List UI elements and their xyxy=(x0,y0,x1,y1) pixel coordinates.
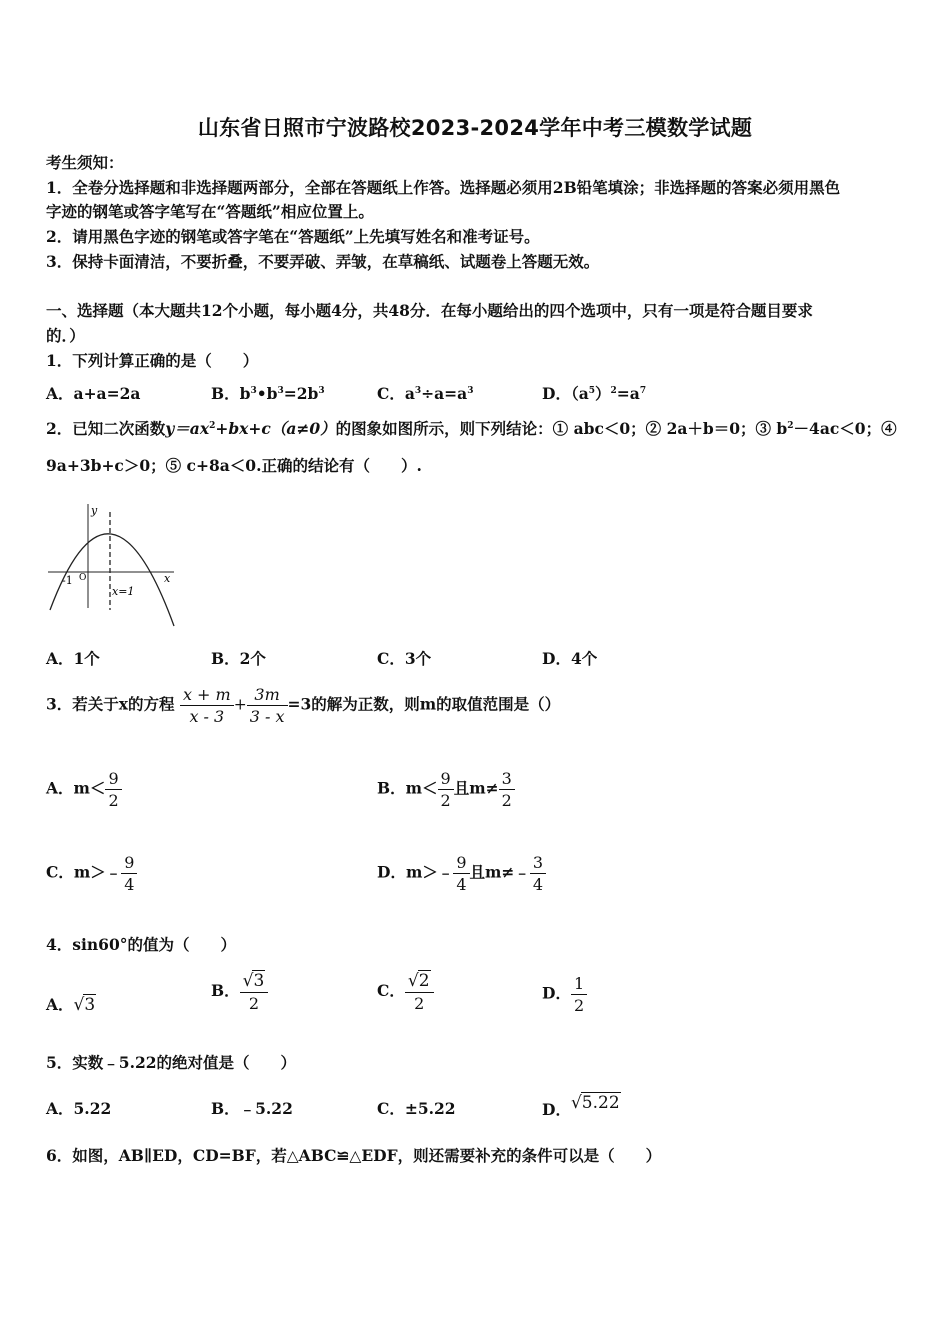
q4-option-b: B． $\frac{√3}{2}$ xyxy=(211,970,268,1014)
q2-option-a: A．1个 xyxy=(46,649,100,668)
q3-fraction-2: $\frac{3m}{3 - x}$ xyxy=(247,684,288,727)
q1-option-b: B．$b^3•b^3=2b^3$ xyxy=(211,384,325,403)
q3-option-a: A．m＜ $\frac{9}{2}$ xyxy=(46,768,122,811)
q5-option-c: C．±5.22 xyxy=(377,1099,456,1118)
parabola-graph xyxy=(44,498,180,628)
q1-option-d: D．$(a^5)^2=a^7$ xyxy=(542,384,647,403)
q6-stem: 6．如图，AB∥ED，CD=BF，若△ABC≌△EDF，则还需要补充的条件可以是（ ） xyxy=(46,1146,662,1165)
q5-option-d: D．√5.22 xyxy=(542,1093,620,1119)
q3-option-b: B．m＜ $\frac{9}{2}$ 且m≠ $\frac{3}{2}$ xyxy=(377,768,515,811)
q1-option-a: A．a+a=2a xyxy=(46,384,141,403)
symmetry-label: x=1 xyxy=(112,585,135,598)
q3-option-d: D．m＞﹣ $\frac{9}{4}$ 且m≠﹣ $\frac{3}{4}$ xyxy=(377,852,546,895)
q1-option-c: C．$a^3\div a=a^3$ xyxy=(377,384,474,403)
neg-one-label: -1 xyxy=(62,574,73,587)
notice-heading: 考生须知： xyxy=(46,153,124,172)
q2-stem-cont: 9a+3b+c＞0；⑤ c+8a＜0.正确的结论有（ ）. xyxy=(46,456,422,475)
q3-option-c: C．m＞﹣ $\frac{9}{4}$ xyxy=(46,852,137,895)
section-heading: 一、选择题（本大题共12个小题，每小题4分，共48分．在每小题给出的四个选项中，只有一项是符合题目要求 xyxy=(46,301,813,320)
q4-option-d: D． $\frac{1}{2}$ xyxy=(542,973,587,1016)
section-heading-cont: 的．） xyxy=(46,326,85,345)
q4-stem: 4．sin60°的值为（ ） xyxy=(46,935,236,954)
q2-option-d: D．4个 xyxy=(542,649,598,668)
page-title: 山东省日照市宁波路校2023-2024学年中考三模数学试题 xyxy=(197,116,753,140)
q4-option-c: C． $\frac{√2}{2}$ xyxy=(377,970,434,1014)
q2-option-c: C．3个 xyxy=(377,649,432,668)
q4-option-a: A．√3 xyxy=(46,995,96,1015)
q5-option-b: B．﹣5.22 xyxy=(211,1099,293,1118)
q2-option-b: B．2个 xyxy=(211,649,266,668)
x-axis-label: x xyxy=(164,572,171,585)
origin-label: O xyxy=(79,573,87,583)
q3-fraction-1: $\frac{x + m}{x - 3}$ xyxy=(180,684,234,727)
q1-stem: 1．下列计算正确的是（ ） xyxy=(46,351,259,370)
q5-option-a: A．5.22 xyxy=(46,1099,112,1118)
notice-item-1: 1．全卷分选择题和非选择题两部分，全部在答题纸上作答。选择题必须用2B铅笔填涂；非选择题的答案必须用黑色 xyxy=(46,178,841,197)
notice-item-2: 2．请用黑色字迹的钢笔或答字笔在“答题纸”上先填写姓名和准考证号。 xyxy=(46,227,540,246)
notice-item-1-cont: 字迹的钢笔或答字笔写在“答题纸”相应位置上。 xyxy=(46,202,374,221)
y-axis-label: y xyxy=(91,504,98,517)
notice-item-3: 3．保持卡面清洁，不要折叠，不要弄破、弄皱，在草稿纸、试题卷上答题无效。 xyxy=(46,252,600,271)
q3-stem: 3．若关于x的方程 $\frac{x + m}{x - 3}$ + $\frac{3m}{3 - x}$ =3的解为正数，则m的取值范围是（） xyxy=(46,685,561,726)
q5-stem: 5．实数﹣5.22的绝对值是（ ） xyxy=(46,1053,297,1072)
q2-stem: 2．已知二次函数$y=ax^2+bx+c(a\ne 0)$的图象如图所示，则下列结论：① abc＜0；② 2a＋b＝0；③ $b^2-4ac<0$；④ xyxy=(46,419,897,438)
